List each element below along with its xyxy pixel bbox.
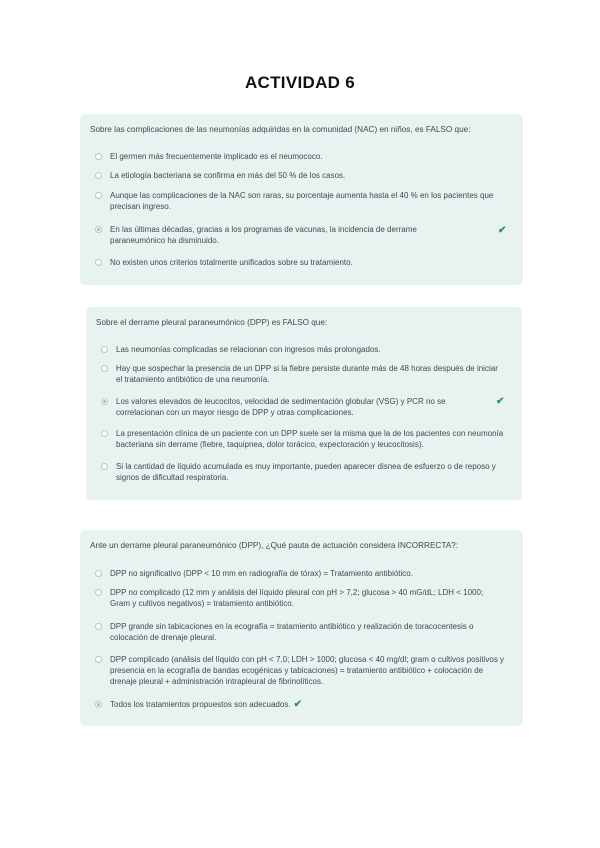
- correct-check-icon: ✔: [496, 396, 505, 407]
- answer-option[interactable]: [95, 587, 505, 609]
- answer-option[interactable]: [95, 699, 495, 710]
- answer-label: La presentación clínica de un paciente con un DPP suele ser la misma que la de los pacientes con neumonía bacteriana sin derrame (fiebre, taquipnea, dolor torácico, expectoración y leucocitosis).: [116, 429, 504, 449]
- answer-option[interactable]: [95, 257, 495, 268]
- radio-button[interactable]: [95, 259, 102, 266]
- radio-button[interactable]: [95, 153, 102, 160]
- answer-option[interactable]: [101, 396, 463, 418]
- answer-option[interactable]: [95, 151, 495, 162]
- radio-button-selected[interactable]: [95, 701, 102, 708]
- answer-label: No existen unos criterios totalmente unificados sobre su tratamiento.: [110, 258, 353, 267]
- radio-button[interactable]: [95, 570, 102, 577]
- answer-label: Hay que sospechar la presencia de un DPP si la fiebre persiste durante más de 48 horas después de iniciar el tratamiento antibiótico de una neumonía.: [116, 364, 498, 384]
- answer-option[interactable]: [95, 654, 510, 687]
- radio-button[interactable]: [101, 463, 108, 470]
- answer-label: Todos los tratamientos propuestos son adecuados. ✔: [110, 699, 302, 710]
- answer-label: La etiología bacteriana se confirma en más del 50 % de los casos.: [110, 171, 346, 180]
- answer-label: El germen más frecuentemente implicado es el neumococo.: [110, 152, 323, 161]
- answer-label: Aunque las complicaciones de la NAC son raras, su porcentaje aumenta hasta el 40 % en los pacientes que precisan ingreso.: [110, 191, 494, 211]
- answer-label: DPP complicado (análisis del líquido con pH < 7,0; LDH > 1000; glucosa < 40 mg/dl; gram o cultivos positivos y presencia en la ecografía de bandas ecogénicas y tabicaciones) = tratamiento antibiótico + colocación de drenaje pleural + administración intrapleural de fibrinolíticos.: [110, 655, 505, 686]
- answer-option[interactable]: [101, 461, 506, 483]
- answer-label: Si la cantidad de líquido acumulada es muy importante, pueden aparecer disnea de esfuerzo o de reposo y signos de dificultad respiratoria.: [116, 462, 496, 482]
- answer-option[interactable]: [95, 170, 495, 181]
- radio-button[interactable]: [95, 623, 102, 630]
- correct-check-icon: ✔: [293, 699, 302, 710]
- answer-label: Los valores elevados de leucocitos, velocidad de sedimentación globular (VSG) y PCR no se correlacionan con un mayor riesgo de DPP y otras complicaciones.: [116, 397, 446, 417]
- question-text: Ante un derrame pleural paraneumónico (DPP), ¿Qué pauta de actuación considera INCORRECTA?:: [90, 541, 459, 550]
- answer-option[interactable]: [101, 363, 506, 385]
- question-text: Sobre el derrame pleural paraneumónico (DPP) es FALSO que:: [96, 318, 328, 327]
- radio-button-selected[interactable]: [95, 226, 102, 233]
- answer-label: DPP grande sin tabicaciones en la ecografía = tratamiento antibiótico y realización de toracocentesis o colocación de drenaje pleural.: [110, 622, 474, 642]
- radio-button-selected[interactable]: [101, 398, 108, 405]
- radio-button[interactable]: [101, 365, 108, 372]
- page-title: ACTIVIDAD 6: [244, 73, 356, 92]
- question-card-1: [80, 114, 523, 285]
- correct-check-icon: ✔: [498, 225, 507, 236]
- answer-label: En las últimas décadas, gracias a los programas de vacunas, la incidencia de derrame paraneumónico ha disminuido.: [110, 225, 417, 245]
- radio-button[interactable]: [95, 192, 102, 199]
- radio-button[interactable]: [101, 430, 108, 437]
- answer-label: DPP no significativo (DPP < 10 mm en radiografía de tórax) = Tratamiento antibiótico.: [110, 569, 413, 578]
- radio-button[interactable]: [95, 656, 102, 663]
- radio-button[interactable]: [95, 589, 102, 596]
- answer-option[interactable]: [101, 428, 506, 450]
- question-card-3: [80, 530, 523, 726]
- answer-option[interactable]: [101, 344, 501, 355]
- answer-label: DPP no complicado (12 mm y análisis del líquido pleural con pH > 7,2; glucosa > 40 mG/dL; LDH < 1000; Gram y cultivos negativos) = tratamiento antibiótico.: [110, 588, 484, 608]
- answer-option[interactable]: [95, 621, 510, 643]
- question-card-2: [86, 307, 522, 500]
- answer-option[interactable]: [95, 224, 440, 246]
- radio-button[interactable]: [101, 346, 108, 353]
- radio-button[interactable]: [95, 172, 102, 179]
- answer-option[interactable]: [95, 190, 507, 212]
- question-text: Sobre las complicaciones de las neumonías adquiridas en la comunidad (NAC) en niños, es FALSO que:: [90, 125, 471, 134]
- answer-option[interactable]: [95, 568, 500, 579]
- answer-label: Las neumonías complicadas se relacionan con ingresos más prolongados.: [116, 345, 381, 354]
